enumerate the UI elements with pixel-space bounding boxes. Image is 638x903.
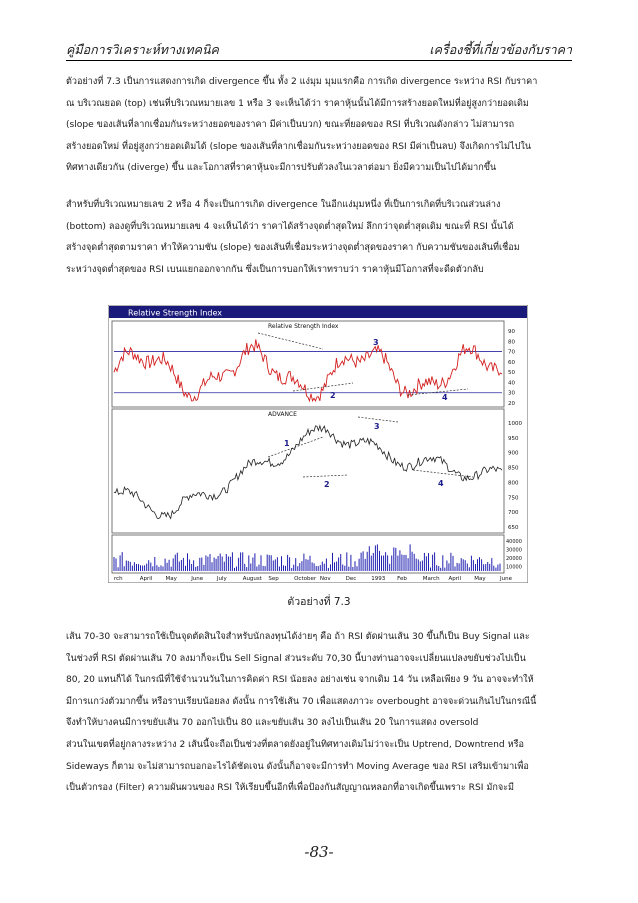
rsi-chart-figure (108, 305, 528, 583)
x-axis-month-label: August (242, 576, 262, 582)
x-axis-month-label: October (294, 576, 317, 582)
price-tick-label: 750 (508, 495, 519, 502)
x-axis-month-label: rch (114, 576, 123, 582)
text-line: Sideways ก็ตาม จะไม่สามารถบอกอะไรได้ชัดเจน ดังนั้นก็อาจจะมีการทำ Moving Average ของ RSI เสริมเข้ามาเพื่อ (66, 761, 529, 772)
text-line: เส้น 70-30 จะสามารถใช้เป็นจุดตัดสินใจสำหรับนักลงทุนได้ง่ายๆ คือ ถ้า RSI ตัดผ่านเส้น 30 ขึ้นก็เป็น Buy Signal และ (66, 632, 530, 642)
paragraph-4 (66, 735, 572, 800)
rsi-chart-svg (108, 305, 528, 583)
rsi-tick-label: 60 (508, 359, 515, 366)
volume-tick-label: 20000 (506, 556, 522, 562)
divergence-number-label: 2 (324, 480, 330, 489)
text-line: ระหว่างจุดต่ำสุดของ RSI เบนแยกออกจากกัน ซึ่งเป็นการบอกให้เราทราบว่า ราคาหุ้นมีโอกาสที่จะดีดตัวกลับ (66, 264, 484, 275)
page-header (66, 38, 572, 61)
text-line: ส่วนในเขตที่อยู่กลางระหว่าง 2 เส้นนี้จะถือเป็นช่วงที่ตลาดยังอยู่ในทิศทางเดิมไม่ว่าจะเป็น Uptrend, Downtrend หรือ (66, 740, 524, 750)
figure-caption: ตัวอย่างที่ 7.3 (287, 596, 351, 608)
text-line: สร้างจุดต่ำสุดตามราคา ทำให้ความชัน (slope) ของเส้นที่เชื่อมระหว่างจุดต่ำสุดของราคา กับความชันของเส้นที่เชื่อม (66, 243, 520, 254)
price-tick-label: 950 (508, 435, 519, 442)
text-line: สำหรับที่บริเวณหมายเลข 2 หรือ 4 ก็จะเป็นการเกิด divergence ในอีกแง่มุมหนึ่ง ที่เป็นการเกิดที่บริเวณส่วนล่าง (66, 200, 501, 210)
text-line: ณ บริเวณยอด (top) เช่นที่บริเวณหมายเลข 1 หรือ 3 จะเห็นได้ว่า ราคาหุ้นนั้นได้มีการสร้างยอดใหม่ที่อยู่สูงกว่ายอดเดิม (66, 98, 529, 109)
chart-window-title: Relative Strength Index (128, 308, 222, 318)
rsi-tick-label: 50 (508, 370, 515, 377)
x-axis-month-label: April (139, 576, 153, 582)
text-line: ในช่วงที่ RSI ตัดผ่านเส้น 70 ลงมาก็จะเป็น Sell Signal ส่วนระดับ 70,30 นี้บางท่านอาจจะเปลี่ยนแปลงขยับช่วงไปเป็น (66, 653, 526, 664)
header-book-title: คู่มือการวิเคราะห์ทางเทคนิค (66, 42, 219, 57)
rsi-tick-label: 90 (508, 329, 515, 335)
x-axis-month-label: April (448, 576, 462, 582)
text-line: มีการแกว่งตัวมากขึ้น หรือราบเรียบน้อยลง ดังนั้น การใช้เส้น 70 เพื่อแสดงภาวะ overbought อาจจะด่วนเกินไปในกรณีนี้ (66, 696, 537, 707)
price-tick-label: 1000 (508, 421, 522, 427)
x-axis-month-label: July (216, 576, 227, 582)
text-line: จึงทำให้บางคนมีการขยับเส้น 70 ออกไปเป็น 80 และขยับเส้น 30 ลงไปเป็นเส้น 20 ในการแสดง oversold (66, 718, 479, 729)
text-line: เป็นตัวกรอง (Filter) ความผันผวนของ RSI ให้เรียบขึ้นอีกที่เพื่อป้องกันสัญญาณหลอกที่อาจเกิดขึ้นเพราะ RSI มักจะมี (66, 783, 515, 794)
x-axis-month-label: May (165, 576, 177, 582)
rsi-panel (112, 321, 515, 407)
divergence-number-label: 4 (438, 479, 444, 488)
divergence-number-label: 1 (284, 439, 290, 448)
x-axis-month-label: Dec (345, 576, 357, 582)
x-axis-month-label: Sep (268, 576, 279, 582)
volume-tick-label: 10000 (506, 564, 522, 571)
price-panel (112, 409, 522, 533)
text-line: สร้างยอดใหม่ ที่อยู่สูงกว่ายอดเดิมได้ (slope ของเส้นที่ลากเชื่อมกันระหว่างยอดของ RSI มีค่าเป็นลบ) จึงเกิดการไม่ไปใน (66, 141, 532, 152)
x-axis-month-label: March (422, 576, 440, 582)
price-panel-title: ADVANCE (268, 411, 297, 418)
x-axis-month-label: 1993 (371, 576, 386, 582)
page-number: -83- (304, 843, 334, 861)
paragraph-1 (66, 72, 572, 180)
price-panel-frame (112, 409, 504, 533)
volume-panel (112, 535, 522, 573)
price-tick-label: 850 (508, 465, 519, 472)
text-line: 80, 20 แทนก็ได้ ในกรณีที่ใช้จำนวนวันในการคิดค่า RSI น้อยลง อย่างเช่น จากเดิม 14 วัน เหลือเพียง 9 วัน อาจจะทำให้ (66, 675, 534, 686)
text-line: (bottom) ลองดูที่บริเวณหมายเลข 4 จะเห็นได้ว่า ราคาได้สร้างจุดต่ำสุดใหม่ ลึกกว่าจุดต่ำสุดเดิม ขณะที่ RSI นั้นได้ (66, 221, 514, 232)
rsi-tick-label: 30 (508, 390, 515, 397)
x-axis-month-label: June (500, 576, 512, 582)
volume-tick-label: 30000 (506, 547, 522, 554)
text-line: (slope ของเส้นที่ลากเชื่อมกันระหว่างยอดของราคา มีค่าเป็นบวก) ขณะที่ยอดของ RSI ที่บริเวณดังกล่าว ไม่สามารถ (66, 120, 515, 131)
rsi-tick-label: 80 (508, 339, 515, 346)
price-tick-label: 700 (508, 510, 519, 517)
rsi-panel-title: Relative Strength Index (268, 323, 339, 330)
divergence-number-label: 2 (330, 391, 336, 400)
text-line: ทิศทางเดียวกัน (diverge) ขึ้น และโอกาสที่ราคาหุ้นจะมีการปรับตัวลงในเวลาต่อมา ยิ่งมีความเป็นไปได้มากขึ้น (66, 163, 497, 174)
header-chapter-title: เครื่องชี้ที่เกี่ยวข้องกับราคา (429, 42, 572, 57)
price-tick-label: 650 (508, 525, 519, 531)
x-axis-month-label: Feb (397, 576, 407, 582)
rsi-tick-label: 20 (508, 401, 515, 407)
price-tick-label: 900 (508, 450, 519, 457)
divergence-number-label: 3 (374, 422, 380, 431)
rsi-tick-label: 70 (508, 349, 515, 356)
x-axis-month-label: Nov (319, 576, 331, 582)
paragraph-2 (66, 195, 572, 281)
text-line: ตัวอย่างที่ 7.3 เป็นการแสดงการเกิด divergence ขึ้น ทั้ง 2 แง่มุม มุมแรกคือ การเกิด divergence ระหว่าง RSI กับราคา (66, 77, 538, 87)
paragraph-3 (66, 627, 572, 735)
divergence-number-label: 4 (442, 393, 448, 402)
divergence-number-label: 3 (373, 338, 379, 347)
price-tick-label: 800 (508, 480, 519, 487)
x-axis-month-label: May (474, 576, 486, 582)
rsi-tick-label: 40 (508, 380, 515, 387)
volume-tick-label: 40000 (506, 539, 522, 545)
x-axis-month-label: June (191, 576, 204, 582)
x-axis (114, 576, 513, 582)
